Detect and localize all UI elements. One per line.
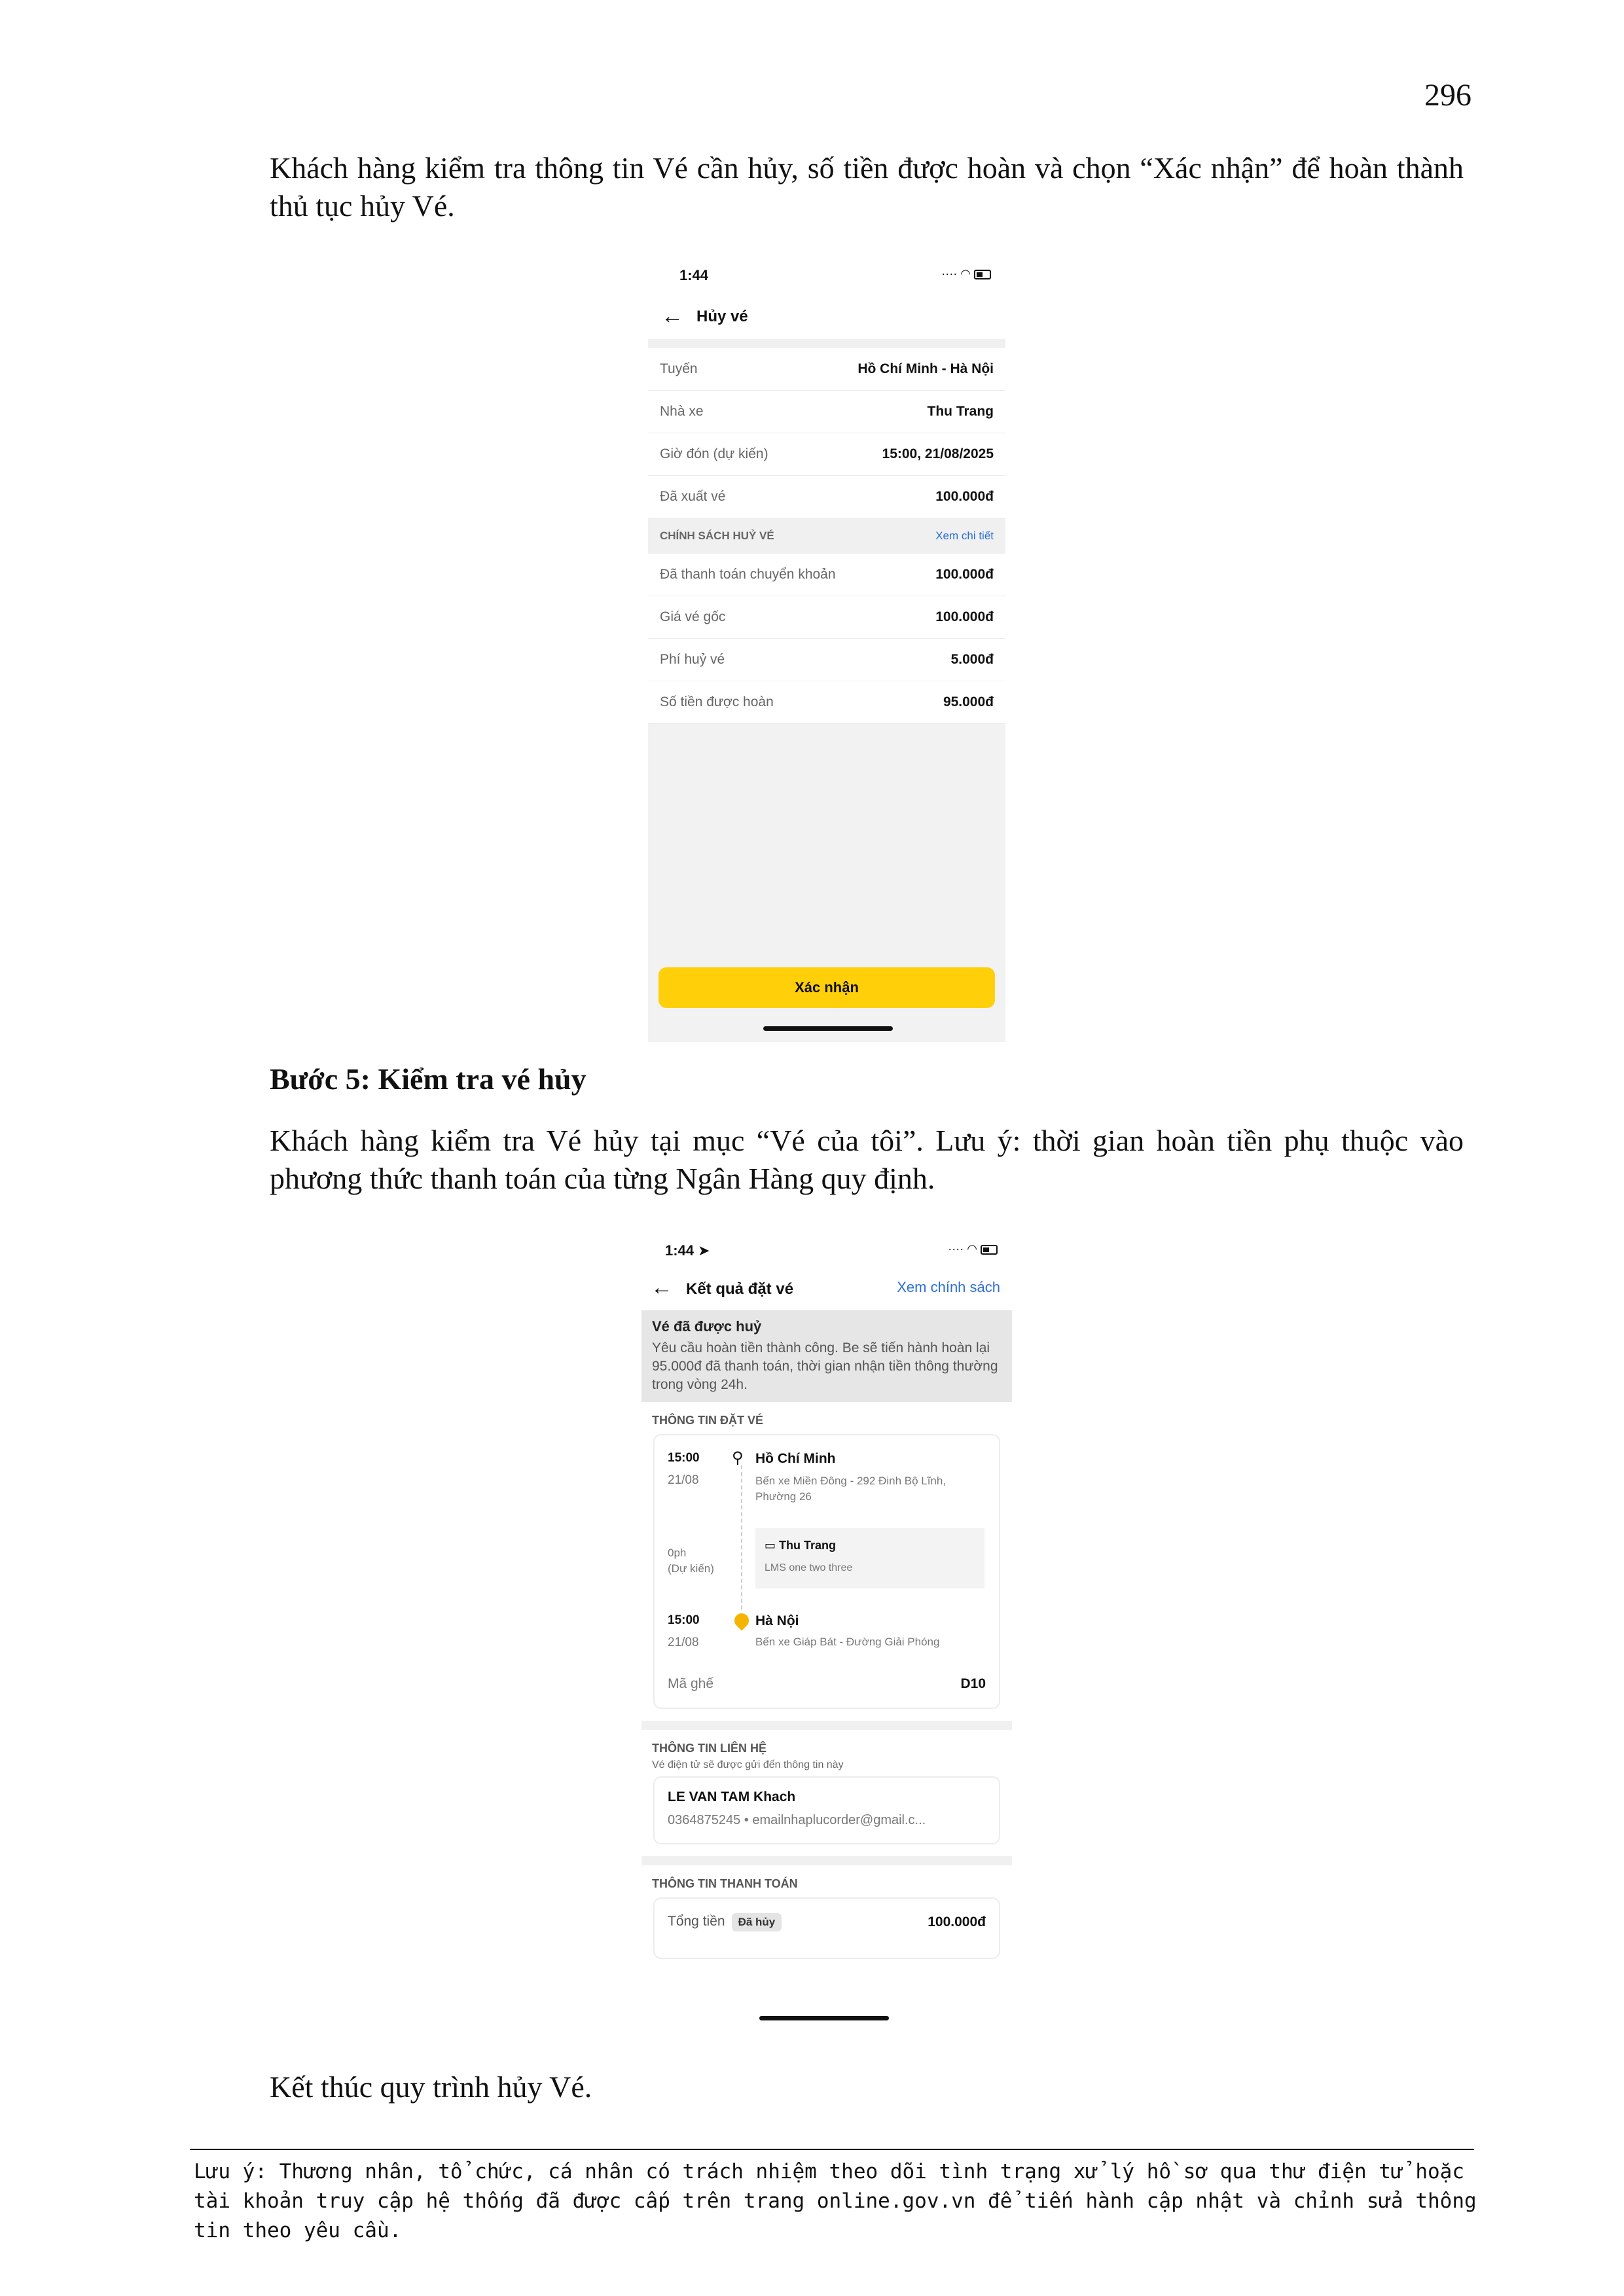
location-pin-icon <box>731 1610 751 1630</box>
arrive-city: Hà Nội <box>755 1613 799 1628</box>
info-row-operator: Nhà xe Thu Trang <box>648 391 1005 433</box>
info-row-issued: Đã xuất vé 100.000đ <box>648 476 1005 518</box>
intro-paragraph: Khách hàng kiểm tra thông tin Vé cần hủy, số tiền được hoàn và chọn “Xác nhận” để hoàn thành thủ tục hủy Vé. <box>270 151 1464 223</box>
total-label: Tổng tiền <box>668 1914 725 1929</box>
battery-icon <box>974 270 991 279</box>
policy-row-refund: Số tiền được hoàn 95.000đ <box>648 681 1005 724</box>
bus-icon: ▭ <box>765 1539 776 1552</box>
operator-note: LMS one two three <box>765 1562 853 1573</box>
info-row-pickup-time: Giờ đón (dự kiến) 15:00, 21/08/2025 <box>648 433 1005 476</box>
operator-name: Thu Trang <box>779 1539 837 1552</box>
contact-section-title: THÔNG TIN LIÊN HỆ <box>652 1742 767 1755</box>
depart-date: 21/08 <box>668 1473 699 1487</box>
booking-section-title: THÔNG TIN ĐẶT VÉ <box>652 1414 763 1427</box>
confirm-button[interactable]: Xác nhận <box>659 967 995 1008</box>
closing-paragraph: Kết thúc quy trình hủy Vé. <box>270 2070 592 2104</box>
booking-result-screenshot <box>641 1230 1012 2042</box>
contact-detail: 0364875245 • emailnhaplucorder@gmail.c... <box>668 1813 926 1827</box>
trip-card <box>653 1434 1000 1709</box>
policy-link[interactable]: Xem chính sách <box>897 1279 1000 1295</box>
arrive-station: Bến xe Giáp Bát - Đường Giải Phóng <box>755 1636 940 1648</box>
status-icons: ···· ◠ <box>941 267 991 281</box>
policy-title: CHÍNH SÁCH HUỶ VÉ <box>660 529 774 542</box>
contact-subtitle: Vé điện tử sẽ được gửi đến thông tin này <box>652 1759 844 1770</box>
location-arrow-icon: ➤ <box>698 1242 710 1259</box>
status-badge: Đã hủy <box>732 1913 782 1931</box>
cancel-notice <box>641 1310 1012 1402</box>
status-icons: ···· ◠ <box>948 1242 998 1256</box>
screen-title: Kết quả đặt vé <box>686 1280 794 1298</box>
bus-stop-icon: ⚲ <box>732 1449 744 1467</box>
seat-value: D10 <box>960 1676 986 1691</box>
wifi-icon: ◠ <box>960 267 971 280</box>
screen-title: Hủy vé <box>696 308 748 325</box>
total-value: 100.000đ <box>928 1914 986 1929</box>
app-bar <box>641 1270 1012 1310</box>
status-bar <box>648 249 1005 295</box>
policy-section-header <box>648 518 1005 554</box>
policy-detail-link[interactable]: Xem chi tiết <box>935 529 994 542</box>
payment-card <box>653 1897 1000 1959</box>
duration-note: (Dự kiến) <box>668 1562 714 1575</box>
step5-paragraph: Khách hàng kiểm tra Vé hủy tại mục “Vé của tôi”. Lưu ý: thời gian hoàn tiền phụ thuộc vào phương thức thanh toán của từng Ngân Hàng quy định. <box>270 1124 1464 1195</box>
battery-icon <box>981 1245 998 1255</box>
back-arrow-icon[interactable]: ← <box>661 304 683 329</box>
cancel-ticket-screenshot <box>648 249 1005 1042</box>
wifi-icon: ◠ <box>967 1242 977 1255</box>
back-arrow-icon[interactable]: ← <box>651 1275 673 1300</box>
home-indicator <box>759 2016 889 2020</box>
policy-row-cancel-fee: Phí huỷ vé 5.000đ <box>648 639 1005 681</box>
depart-city: Hồ Chí Minh <box>755 1451 836 1466</box>
operator-box <box>755 1528 984 1588</box>
policy-row-paid: Đã thanh toán chuyển khoản 100.000đ <box>648 554 1005 596</box>
home-indicator <box>763 1026 893 1031</box>
duration: 0ph <box>668 1547 687 1559</box>
depart-time: 15:00 <box>668 1451 700 1465</box>
notice-title: Vé đã được huỷ <box>652 1318 762 1335</box>
footer-note: Lưu ý: Thương nhân, tổ chức, cá nhân có trách nhiệm theo dõi tình trạng xử lý hồ sơ qua thư điện tử hoặc tài khoản truy cập hệ thống đã được cấp trên trang online.gov.vn để tiến hành cập nhật và chỉnh sửa thông tin theo yêu cầu. <box>194 2160 1477 2242</box>
payment-section-title: THÔNG TIN THANH TOÁN <box>652 1877 798 1890</box>
depart-station: Bến xe Miền Đông - 292 Đinh Bộ Lĩnh, Phường 26 <box>755 1475 947 1503</box>
contact-name: LE VAN TAM Khach <box>668 1789 796 1804</box>
seat-label: Mã ghế <box>668 1676 714 1691</box>
status-time: 1:44 ➤ <box>665 1242 710 1259</box>
arrive-date: 21/08 <box>668 1636 699 1649</box>
step5-heading: Bước 5: Kiểm tra vé hủy <box>270 1062 586 1096</box>
page-number: 296 <box>1424 78 1471 113</box>
contact-card <box>653 1776 1000 1844</box>
status-time: 1:44 <box>679 267 709 283</box>
policy-row-original-price: Giá vé gốc 100.000đ <box>648 596 1005 639</box>
footer-divider <box>190 2149 1474 2150</box>
status-bar <box>641 1230 1012 1270</box>
app-bar <box>648 295 1005 339</box>
arrive-time: 15:00 <box>668 1613 700 1627</box>
route-line <box>741 1465 742 1609</box>
info-row-route: Tuyến Hồ Chí Minh - Hà Nội <box>648 348 1005 391</box>
notice-body: Yêu cầu hoàn tiền thành công. Be sẽ tiến hành hoàn lại 95.000đ đã thanh toán, thời gian nhận tiền thông thường trong vòng 24h. <box>652 1340 998 1392</box>
